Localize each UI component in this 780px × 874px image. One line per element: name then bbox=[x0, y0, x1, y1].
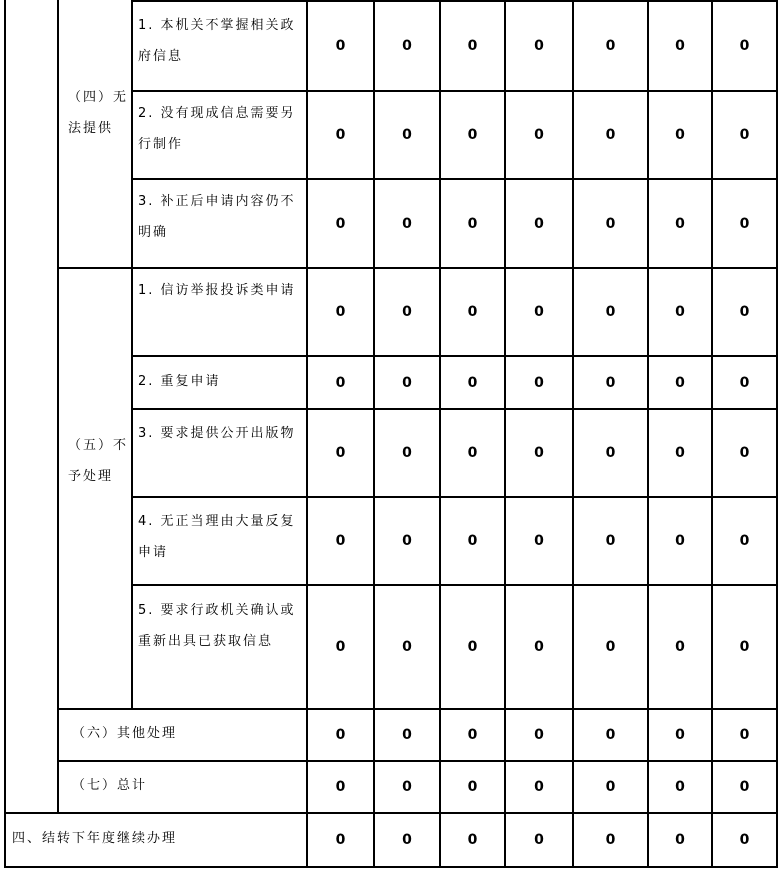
value-cell: 0 bbox=[739, 779, 750, 795]
value-cell: 0 bbox=[467, 533, 478, 549]
value-cell: 0 bbox=[402, 779, 412, 795]
value-cell: 0 bbox=[402, 374, 412, 391]
value-cell: 0 bbox=[605, 727, 616, 743]
value-cell: 0 bbox=[534, 38, 544, 54]
value-cell: 0 bbox=[534, 127, 544, 143]
row-label: 3. 要求提供公开出版物 bbox=[138, 426, 296, 441]
value-cell: 0 bbox=[402, 445, 412, 461]
value-cell: 0 bbox=[739, 374, 750, 391]
value-cell: 0 bbox=[335, 127, 346, 143]
value-cell: 0 bbox=[675, 533, 685, 549]
value-cell: 0 bbox=[739, 533, 750, 549]
group-label-not-processed: （五）不予处理 bbox=[68, 438, 129, 484]
row-label: 1. 信访举报投诉类申请 bbox=[138, 283, 296, 298]
value-cell: 0 bbox=[402, 215, 412, 232]
value-cell: 0 bbox=[402, 38, 412, 54]
value-cell: 0 bbox=[605, 533, 616, 549]
col-divider bbox=[57, 0, 59, 814]
value-cell: 0 bbox=[739, 304, 750, 320]
value-cell: 0 bbox=[402, 304, 412, 320]
value-cell: 0 bbox=[534, 727, 544, 743]
value-cell: 0 bbox=[335, 533, 346, 549]
value-cell: 0 bbox=[675, 374, 685, 391]
value-cell: 0 bbox=[467, 127, 478, 143]
value-cell: 0 bbox=[739, 445, 750, 461]
value-cell: 0 bbox=[534, 304, 544, 320]
value-cell: 0 bbox=[335, 779, 346, 795]
row-label: 3. 补正后申请内容仍不明确 bbox=[138, 194, 296, 240]
value-cell: 0 bbox=[605, 304, 616, 320]
value-cell: 0 bbox=[402, 639, 412, 655]
value-cell: 0 bbox=[467, 38, 478, 54]
value-cell: 0 bbox=[739, 832, 750, 848]
row-label: 2. 重复申请 bbox=[138, 374, 221, 389]
col-divider bbox=[131, 0, 133, 710]
value-cell: 0 bbox=[605, 215, 616, 232]
value-cell: 0 bbox=[675, 304, 685, 320]
value-cell: 0 bbox=[739, 639, 750, 655]
value-cell: 0 bbox=[675, 727, 685, 743]
value-cell: 0 bbox=[675, 639, 685, 655]
row-label: 4. 无正当理由大量反复申请 bbox=[138, 514, 296, 560]
value-cell: 0 bbox=[605, 127, 616, 143]
value-cell: 0 bbox=[467, 215, 478, 232]
group-label-unable-to-provide: （四）无法提供 bbox=[68, 90, 129, 136]
value-cell: 0 bbox=[739, 215, 750, 232]
value-cell: 0 bbox=[335, 727, 346, 743]
value-cell: 0 bbox=[534, 832, 544, 848]
value-cell: 0 bbox=[335, 832, 346, 848]
table-bottom-border bbox=[4, 866, 778, 868]
value-cell: 0 bbox=[534, 445, 544, 461]
value-cell: 0 bbox=[534, 639, 544, 655]
value-cell: 0 bbox=[605, 779, 616, 795]
value-cell: 0 bbox=[534, 215, 544, 232]
value-cell: 0 bbox=[335, 38, 346, 54]
value-cell: 0 bbox=[605, 832, 616, 848]
value-cell: 0 bbox=[739, 127, 750, 143]
value-cell: 0 bbox=[467, 727, 478, 743]
value-cell: 0 bbox=[335, 304, 346, 320]
value-cell: 0 bbox=[534, 374, 544, 391]
value-cell: 0 bbox=[675, 38, 685, 54]
row-label: 2. 没有现成信息需要另行制作 bbox=[138, 106, 296, 152]
value-cell: 0 bbox=[675, 832, 685, 848]
value-cell: 0 bbox=[675, 215, 685, 232]
value-cell: 0 bbox=[467, 445, 478, 461]
value-cell: 0 bbox=[467, 779, 478, 795]
value-cell: 0 bbox=[605, 374, 616, 391]
table-left-border bbox=[4, 0, 6, 868]
row-label: （七）总计 bbox=[72, 778, 148, 793]
value-cell: 0 bbox=[335, 445, 346, 461]
value-cell: 0 bbox=[467, 832, 478, 848]
value-cell: 0 bbox=[335, 639, 346, 655]
value-cell: 0 bbox=[467, 639, 478, 655]
value-cell: 0 bbox=[467, 374, 478, 391]
row-label: 1. 本机关不掌握相关政府信息 bbox=[138, 18, 296, 64]
value-cell: 0 bbox=[467, 304, 478, 320]
row-label: 5. 要求行政机关确认或重新出具已获取信息 bbox=[138, 603, 296, 649]
value-cell: 0 bbox=[402, 533, 412, 549]
row-label: （六）其他处理 bbox=[72, 726, 178, 741]
value-cell: 0 bbox=[335, 215, 346, 232]
value-cell: 0 bbox=[534, 779, 544, 795]
value-cell: 0 bbox=[605, 639, 616, 655]
value-cell: 0 bbox=[675, 779, 685, 795]
value-cell: 0 bbox=[739, 727, 750, 743]
value-cell: 0 bbox=[675, 445, 685, 461]
value-cell: 0 bbox=[739, 38, 750, 54]
value-cell: 0 bbox=[605, 38, 616, 54]
row-label: 四、结转下年度继续办理 bbox=[12, 831, 178, 846]
value-cell: 0 bbox=[402, 127, 412, 143]
table-right-border bbox=[776, 0, 778, 868]
value-cell: 0 bbox=[402, 727, 412, 743]
value-cell: 0 bbox=[675, 127, 685, 143]
value-cell: 0 bbox=[335, 374, 346, 391]
value-cell: 0 bbox=[605, 445, 616, 461]
value-cell: 0 bbox=[402, 832, 412, 848]
value-cell: 0 bbox=[534, 533, 544, 549]
